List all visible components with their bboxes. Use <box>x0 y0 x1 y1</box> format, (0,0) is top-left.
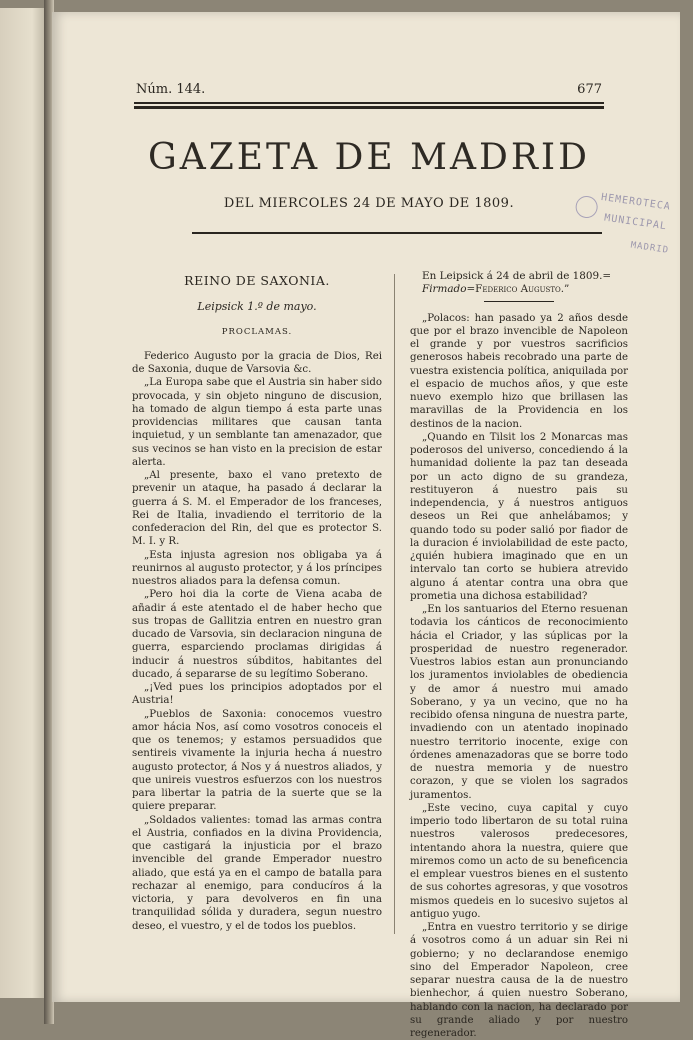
issue-number: Núm. 144. <box>136 82 206 97</box>
running-header <box>136 82 602 100</box>
stamp-emblem-icon <box>574 195 599 220</box>
paragraph: „Soldados valientes: tomad las armas contra el Austria, confiados en la divina Providencia, que castigará la injusticia por el brazo invencible del grande Emperador nuestro aliado, que está ya en el campo de batalla para rechazar al enemigo, para conducíros á la victoria, y para devolveros en fin una tranquilidad sólida y duradera, segun nuestro deseo, el vuestro, y el de todos los pueblos. <box>132 814 382 932</box>
proclamation-title: PROCLAMAS. <box>221 326 293 337</box>
column-divider <box>394 274 395 934</box>
stamp-line-3: MADRID <box>630 240 670 256</box>
paragraph: „Polacos: han pasado ya 2 años desde que por el brazo invencible de Napoleon el grande y por vuestros sacrificios generosos habeis recobrado una parte de vuestra existencia política, aniquilada por el espacio de muchos años, y que este nuevo exemplo hizo que brillasen las maravillas de la Providencia en los destinos de la nacion. <box>410 312 628 430</box>
paragraph: „Al presente, baxo el vano pretexto de prevenir un ataque, ha pasado á declarar la guerra á S. M. el Emperador de los franceses, Rei de Italia, invadiendo el territorio de la confederacion del Rin, del que es protector S. M. I. y R. <box>132 470 382 548</box>
signature-rule <box>484 301 554 302</box>
paragraph: „Pero hoi dia la corte de Viena acaba de añadir á este atentado el de haber hecho que sus tropas de Gallitzia entren en nuestro gran ducado de Varsovia, sin declaracion ninguna de guerra, esparciendo proclamas dirigidas á inducir á nuestros súbditos, habitantes del ducado, á separarse de su legítimo Soberano. <box>132 589 382 680</box>
masthead-rule <box>192 232 602 234</box>
signature-label: Firmado <box>422 283 467 296</box>
paragraph: „Quando en Tilsit los 2 Monarcas mas poderosos del universo, concediendo á la humanidad doliente la paz tan deseada por un acto digno de su grandeza, restituyeron á nuestro pais su independencia, y á nuestros antiguos deseos un Rei que anhelábamos; y quando todo su poder salió por fiador de la duracion é inviolabilidad de este pacto, ¿quién hubiera imaginado que en un intervalo tan corto se hubiera atrevido alguno á atentar contra una obra que prometia una dichosa estabilidad? <box>410 431 628 602</box>
right-column <box>410 270 628 1040</box>
signature-line <box>410 283 628 296</box>
paragraph: Federico Augusto por la gracia de Dios, Rei de Saxonia, duque de Varsovia &c. <box>132 350 382 375</box>
paragraph: „Este vecino, cuya capital y cuyo imperio todo libertaron de su total ruina nuestros valerosos predecesores, intentando ahora la nuestra, quiere que miremos como un acto de su beneficencia el emplear vuestros bienes en el sustento de sus cohortes agresoras, y que vosotros mismos quedeis en lo sucesivo sujetos al antiguo yugo. <box>410 802 628 920</box>
paragraph: „En los santuarios del Eterno resuenan todavia los cánticos de reconocimiento hácia el Criador, y las súplicas por la prosperidad de nuestro regenerador. Vuestros labios estan aun pronunciando los juramentos inviolables de obediencia y de amor á nuestro mui amado Soberano, y ya un vecino, que no ha recibido ofensa ninguna de nuestra parte, invadiendo con un atentado inopinado nuestro territorio inocente, exige con órdenes amenazadoras que se borre todo de nuestra memoria y de nuestro corazon, y que se violen los sagrados juramentos. <box>410 604 628 801</box>
signature-name: =Federico Augusto.” <box>466 283 570 296</box>
masthead-title: GAZETA DE MADRID <box>147 137 591 178</box>
stamp-line-1: HEMEROTECA <box>600 191 672 213</box>
newspaper-page <box>52 12 680 1039</box>
paragraph: „¡Ved pues los principios adoptados por el Austria! <box>132 682 382 707</box>
paragraph: „Esta injusta agresion nos obligaba ya á reunirnos al augusto protector, y á los príncipes nuestros aliados para la defensa comun. <box>132 549 382 587</box>
paragraph: „Entra en vuestro territorio y se dirige á vosotros como á un aduar sin Rei ni gobierno; y no declarandose enemigo sino del Emperador Napoleon, cree separar nuestra causa de la de nuestro bienhechor, á quien nuestro Soberano, hablando con la nacion, ha declarado por su grande aliado y por nuestro regenerador. <box>410 922 628 1039</box>
place-date: Leipsick 1.º de mayo. <box>197 300 317 314</box>
left-column <box>132 270 382 933</box>
header-rule-bottom <box>134 106 604 109</box>
paragraph: „La Europa sabe que el Austria sin haber sido provocada, y sin objeto ninguno de discusion, ha tomado de algun tiempo á esta parte unas providencias militares que causan tanta inquietud, y un semblante tan amenazador, que sus vecinos se han visto en la precision de estar alerta. <box>132 377 382 468</box>
section-heading: REINO DE SAXONIA. <box>184 273 330 288</box>
page-number: 677 <box>577 82 602 97</box>
paragraph: „Pueblos de Saxonia: conocemos vuestro amor hácia Nos, así como vosotros conoceis el que os tenemos; y estamos persuadidos que sentireis vivamente la injuria hecha á nuestro augusto protector, á Nos y á nuestros aliados, y que unireis vuestros esfuerzos con los nuestros para libertar la patria de la suerte que se la quiere preparar. <box>132 708 382 813</box>
masthead-dateline: DEL MIERCOLES 24 DE MAYO DE 1809. <box>223 196 515 211</box>
facing-page-edge <box>0 8 46 998</box>
header-rule-top <box>134 102 604 104</box>
signoff-dateline: En Leipsick á 24 de abril de 1809.= <box>422 270 612 282</box>
stamp-line-2: MUNICIPAL <box>603 212 668 233</box>
